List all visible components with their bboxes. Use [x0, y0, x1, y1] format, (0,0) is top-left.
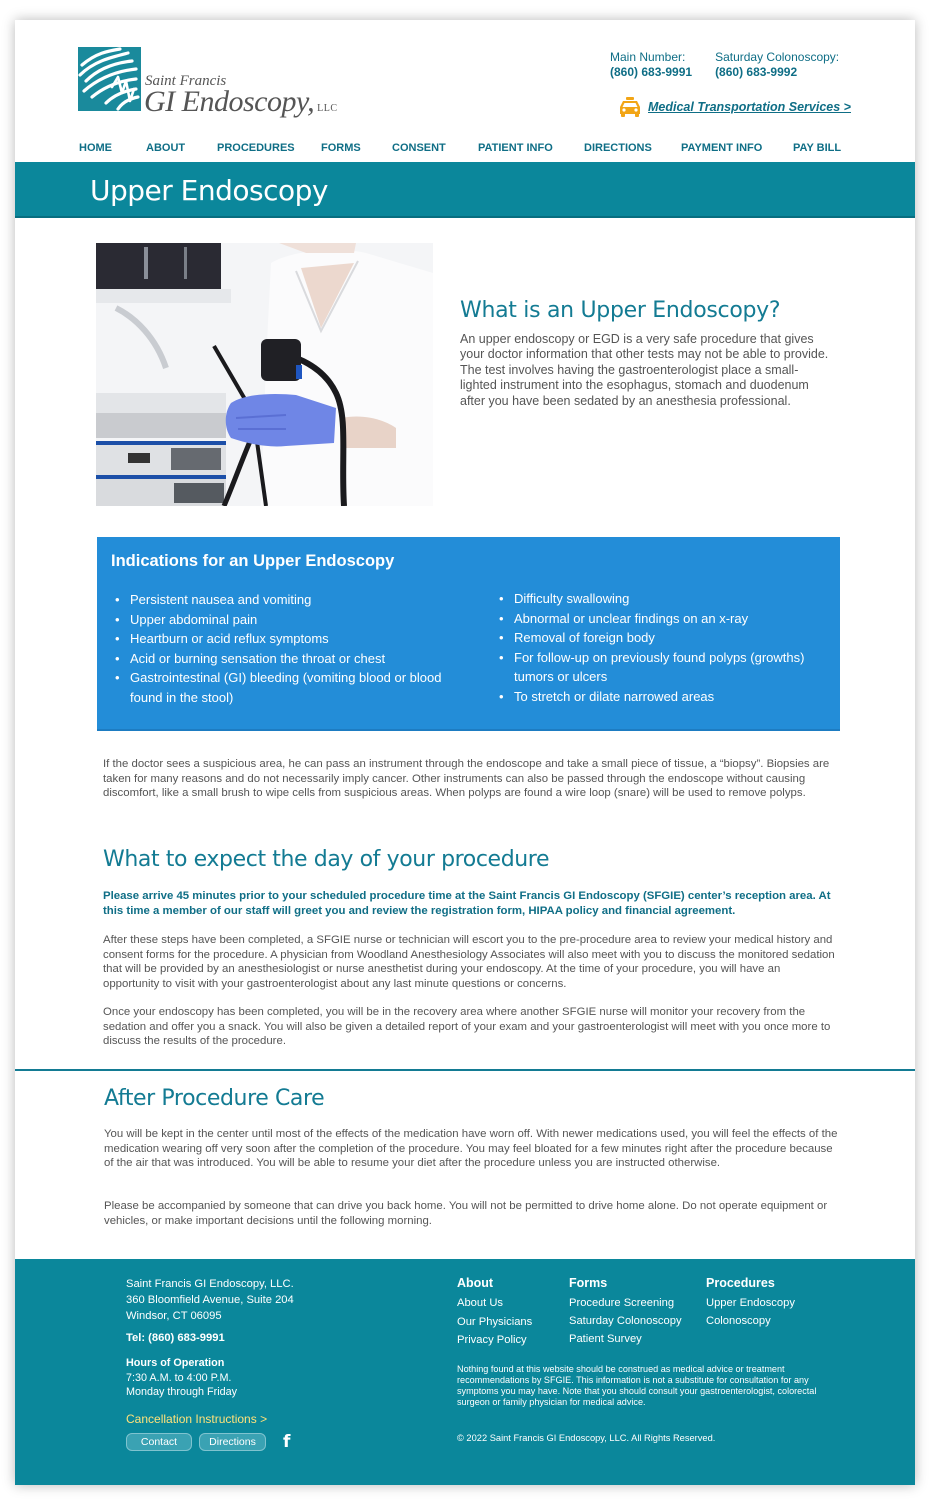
- footer-link-about-us[interactable]: About Us: [457, 1297, 504, 1309]
- expect-title: What to expect the day of your procedure: [103, 847, 550, 872]
- indications-box: [97, 537, 840, 731]
- nav-home[interactable]: HOME: [79, 142, 112, 154]
- footer: [15, 1259, 915, 1485]
- list-item: • For follow-up on previously found polyps (growths) tumors or ulcers: [497, 648, 827, 687]
- after-care-title: After Procedure Care: [104, 1086, 325, 1111]
- list-item: • Abnormal or unclear findings on an x-ray: [497, 609, 827, 629]
- page-title: Upper Endoscopy: [90, 174, 328, 207]
- site-logo[interactable]: [78, 47, 348, 127]
- footer-copyright: © 2022 Saint Francis GI Endoscopy, LLC. All Rights Reserved.: [457, 1433, 716, 1443]
- footer-hours-days: Monday through Friday: [126, 1386, 238, 1398]
- footer-link-privacy-policy[interactable]: Privacy Policy: [457, 1334, 527, 1346]
- phone-saturday-number[interactable]: (860) 683-9992: [715, 65, 798, 79]
- footer-col-about: [457, 1276, 532, 1350]
- logo-mark-icon: [78, 47, 141, 111]
- footer-link-colonoscopy[interactable]: Colonoscopy: [706, 1315, 771, 1327]
- footer-address-line: Windsor, CT 06095: [126, 1310, 222, 1322]
- expect-lead: Please arrive 45 minutes prior to your scheduled procedure time at the Saint Francis GI Endoscopy (SFGIE) center’s reception area. At this time a member of our staff will greet you and review the registration form, HIPAA policy and financial agreement.: [103, 890, 831, 917]
- phone-main-number[interactable]: (860) 683-9991: [610, 65, 693, 79]
- nav-directions[interactable]: DIRECTIONS: [584, 142, 652, 154]
- nav-pay-bill[interactable]: PAY BILL: [793, 142, 842, 154]
- indications-list-right: [497, 589, 827, 706]
- logo-line1: Saint Francis: [145, 73, 227, 89]
- biopsy-text: If the doctor sees a suspicious area, he can pass an instrument through the endoscope and take a small piece of tissue, a “biopsy”. Biopsies are taken for many reasons and do not necessarily imply cancer. Other instruments can also be passed through the endoscope without causing discomfort, like a small brush to wipe cells from suspicious areas. When polyps are found a wire loop (snare) will be used to remove polyps.: [103, 758, 830, 799]
- footer-address-line: Saint Francis GI Endoscopy, LLC.: [126, 1278, 294, 1290]
- after-care-para2: Please be accompanied by someone that can drive you back home. You will not be permitted to drive home alone. Do not operate equipment or vehicles, or make important decisions until the following morning.: [104, 1200, 828, 1227]
- nav-procedures[interactable]: PROCEDURES: [217, 142, 295, 154]
- logo-name: GI Endoscopy,: [144, 85, 315, 118]
- list-item: • Acid or burning sensation the throat or chest: [113, 649, 473, 669]
- taxi-icon: [618, 96, 642, 118]
- hero-image: [96, 243, 433, 506]
- nav-consent[interactable]: CONSENT: [392, 142, 446, 154]
- footer-link-saturday-colonoscopy[interactable]: Saturday Colonoscopy: [569, 1315, 682, 1327]
- footer-col-forms: [569, 1276, 682, 1348]
- phone-saturday-label: Saturday Colonoscopy:: [715, 50, 840, 64]
- footer-hours-time: 7:30 A.M. to 4:00 P.M.: [126, 1371, 232, 1384]
- list-item: • Removal of foreign body: [497, 628, 827, 648]
- nav-payment-info[interactable]: PAYMENT INFO: [681, 142, 763, 154]
- footer-link-patient-survey[interactable]: Patient Survey: [569, 1333, 642, 1345]
- transport-link-row[interactable]: [618, 96, 851, 118]
- footer-tel[interactable]: Tel: (860) 683-9991: [126, 1332, 225, 1344]
- list-item: • To stretch or dilate narrowed areas: [497, 687, 827, 707]
- phone-numbers: [610, 50, 839, 80]
- footer-link-our-physicians[interactable]: Our Physicians: [457, 1315, 533, 1328]
- expect-para1: After these steps have been completed, a SFGIE nurse or technician will escort you to the pre-procedure area to review your medical history and consent forms for the procedure. A physician from Woodland Anesthesiology Associates will also meet with you to discuss the monitored sedation that will be provided by an anesthesiologist or nurse anesthetist during your endoscopy. At the time of your procedure, you will have an opportunity to visit with your gastroenterologist about any last minute questions or concerns.: [103, 934, 835, 990]
- footer-address-line: 360 Bloomfield Avenue, Suite 204: [126, 1294, 294, 1306]
- logo-suffix: LLC: [317, 103, 338, 114]
- footer-hours-title: Hours of Operation: [126, 1357, 225, 1369]
- transport-link[interactable]: Medical Transportation Services >: [648, 100, 851, 114]
- footer-col-title: Forms: [569, 1276, 608, 1290]
- list-item: • Upper abdominal pain: [113, 610, 473, 630]
- contact-button[interactable]: Contact: [126, 1433, 192, 1451]
- nav-about[interactable]: ABOUT: [146, 142, 186, 154]
- footer-col-title: About: [457, 1276, 494, 1290]
- list-item: • Heartburn or acid reflux symptoms: [113, 629, 473, 649]
- intro-section: [460, 298, 830, 409]
- footer-address: [126, 1276, 294, 1324]
- indications-list-left: [113, 590, 473, 707]
- intro-text: An upper endoscopy or EGD is a very safe procedure that gives your doctor information that other tests may not be able to provide. The test involves having the gastroenterologist place a small-lighted instrument into the esophagus, stomach and duodenum after you have been sedated by an anesthesia professional.: [460, 332, 829, 408]
- footer-buttons: [126, 1433, 290, 1451]
- indications-title: Indications for an Upper Endoscopy: [111, 552, 395, 570]
- footer-link-procedure-screening[interactable]: Procedure Screening: [569, 1297, 675, 1309]
- nav-patient-info[interactable]: PATIENT INFO: [478, 142, 553, 154]
- section-divider: [15, 1069, 915, 1071]
- list-item: • Gastrointestinal (GI) bleeding (vomiting blood or blood found in the stool): [113, 668, 473, 707]
- list-item: • Difficulty swallowing: [497, 589, 827, 609]
- after-care-para1: You will be kept in the center until most of the effects of the medication have worn off. With newer medications used, you will feel the effects of the medication wearing off very soon after the completion of the procedure. You may feel bloated for a few minutes right after the procedure because of the air that was introduced. You will be able to resume your diet after the procedure unless you are instructed otherwise.: [104, 1128, 838, 1169]
- logo-line2: [144, 85, 338, 119]
- directions-button[interactable]: Directions: [199, 1433, 266, 1451]
- footer-disclaimer: Nothing found at this website should be construed as medical advice or treatment recommendations by SFGIE. This information is not a substitute for consultation for any symptoms you may have. Note that you should consult your gastroenterologist, colorectal surgeon or family physician for medical advice.: [457, 1364, 817, 1407]
- footer-col-title: Procedures: [706, 1276, 775, 1290]
- footer-hours: [126, 1356, 237, 1400]
- facebook-icon[interactable]: f: [283, 1432, 291, 1452]
- page: [15, 20, 915, 1485]
- footer-col-procedures: [706, 1276, 795, 1330]
- footer-link-upper-endoscopy[interactable]: Upper Endoscopy: [706, 1297, 795, 1309]
- phone-saturday: [715, 50, 839, 80]
- phone-main: [610, 50, 692, 80]
- page-banner: [15, 162, 915, 218]
- intro-title: What is an Upper Endoscopy?: [460, 298, 781, 323]
- phone-main-label: Main Number:: [610, 50, 686, 64]
- main-nav: [79, 142, 841, 154]
- nav-forms[interactable]: FORMS: [321, 142, 361, 154]
- expect-para2: Once your endoscopy has been completed, you will be in the recovery area where another SFGIE nurse will monitor your recovery from the sedation and offer you a snack. You will also be given a detailed report of your exam and your gastroenterologist will meet with you once more to discuss the results of the procedure.: [103, 1006, 831, 1047]
- cancellation-link[interactable]: Cancellation Instructions >: [126, 1412, 268, 1426]
- list-item: • Persistent nausea and vomiting: [113, 590, 473, 610]
